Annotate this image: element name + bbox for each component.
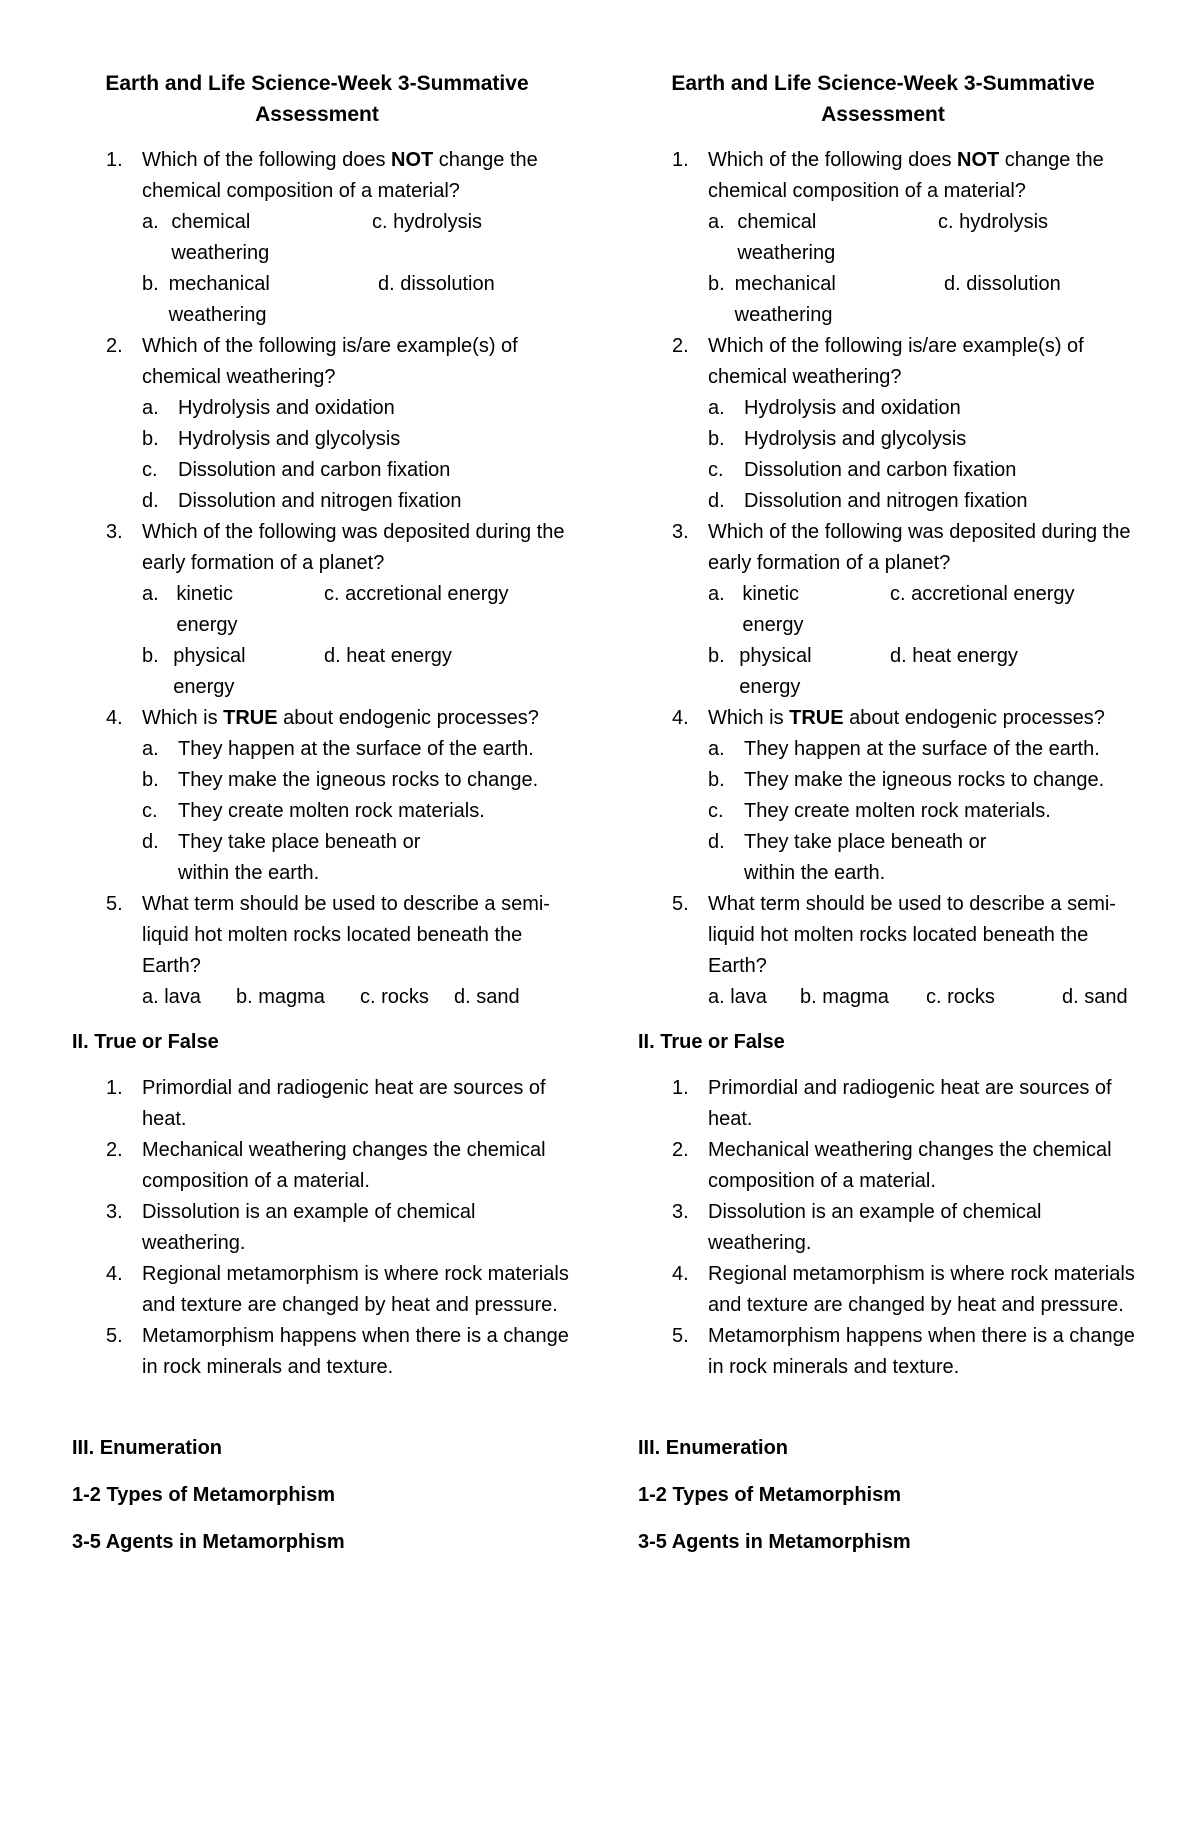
option-row: a. lava b. magma c. rocks d. sand bbox=[708, 986, 1128, 1008]
option-row: b. physical energy d. heat energy bbox=[142, 645, 452, 698]
section-heading-true-false: II. True or False bbox=[638, 1031, 785, 1053]
tf-item: 3. Dissolution is an example of chemical weathering. bbox=[672, 1201, 1042, 1254]
option: b. Hydrolysis and glycolysis bbox=[142, 428, 401, 450]
worksheet-copy-left bbox=[72, 68, 572, 1574]
option: a. Hydrolysis and oxidation bbox=[142, 397, 395, 419]
tf-item: 2. Mechanical weathering changes the chemical composition of a material. bbox=[672, 1139, 1112, 1192]
option-row: a. kinetic energy c. accretional energy bbox=[708, 583, 1075, 636]
option: c. Dissolution and carbon fixation bbox=[142, 459, 451, 481]
option-row: b. mechanical weathering d. dissolution bbox=[708, 273, 1061, 326]
enumeration-section bbox=[638, 1433, 1138, 1558]
question-1: 1. Which of the following does NOT change the chemical composition of a material? bbox=[106, 149, 538, 202]
tf-item: 2. Mechanical weathering changes the chemical composition of a material. bbox=[106, 1139, 546, 1192]
tf-item: 4. Regional metamorphism is where rock materials and texture are changed by heat and pressure. bbox=[672, 1263, 1135, 1316]
tf-item: 1. Primordial and radiogenic heat are sources of heat. bbox=[106, 1077, 546, 1130]
option: d. Dissolution and nitrogen fixation bbox=[708, 490, 1028, 512]
option: d. They take place beneath or within the earth. bbox=[142, 831, 421, 884]
tf-item: 5. Metamorphism happens when there is a change in rock minerals and texture. bbox=[106, 1325, 569, 1378]
enumeration-item: 1-2 Types of Metamorphism bbox=[638, 1484, 902, 1506]
section-heading-enumeration: III. Enumeration bbox=[638, 1437, 789, 1459]
option: c. They create molten rock materials. bbox=[708, 800, 1051, 822]
enumeration-item: 1-2 Types of Metamorphism bbox=[72, 1484, 336, 1506]
option: b. They make the igneous rocks to change. bbox=[142, 769, 539, 791]
tf-item: 3. Dissolution is an example of chemical weathering. bbox=[106, 1201, 476, 1254]
enumeration-item: 3-5 Agents in Metamorphism bbox=[638, 1531, 911, 1553]
question-3: 3. Which of the following was deposited during the early formation of a planet? bbox=[106, 521, 565, 574]
tf-item: 1. Primordial and radiogenic heat are sources of heat. bbox=[672, 1077, 1112, 1130]
page-title: Earth and Life Science-Week 3-Summative Assessment bbox=[105, 72, 529, 126]
option: d. They take place beneath or within the earth. bbox=[708, 831, 987, 884]
option-row: a. chemical weathering c. hydrolysis bbox=[708, 211, 1049, 264]
option-row: a. chemical weathering c. hydrolysis bbox=[142, 211, 483, 264]
option: a. They happen at the surface of the earth. bbox=[708, 738, 1100, 760]
option: a. They happen at the surface of the earth. bbox=[142, 738, 534, 760]
question-2: 2. Which of the following is/are example(s) of chemical weathering? bbox=[106, 335, 518, 388]
option: c. Dissolution and carbon fixation bbox=[708, 459, 1017, 481]
page-title: Earth and Life Science-Week 3-Summative Assessment bbox=[671, 72, 1095, 126]
question-2: 2. Which of the following is/are example(s) of chemical weathering? bbox=[672, 335, 1084, 388]
worksheet-copy-right bbox=[638, 68, 1138, 1574]
question-3: 3. Which of the following was deposited during the early formation of a planet? bbox=[672, 521, 1131, 574]
option-row: a. lava b. magma c. rocks d. sand bbox=[142, 986, 520, 1008]
enumeration-item: 3-5 Agents in Metamorphism bbox=[72, 1531, 345, 1553]
tf-item: 4. Regional metamorphism is where rock materials and texture are changed by heat and pressure. bbox=[106, 1263, 569, 1316]
question-1: 1. Which of the following does NOT change the chemical composition of a material? bbox=[672, 149, 1104, 202]
question-5: 5. What term should be used to describe a semi-liquid hot molten rocks located beneath the Earth? bbox=[672, 893, 1116, 977]
question-4: 4. Which is TRUE about endogenic processes? bbox=[672, 707, 1105, 729]
section-heading-enumeration: III. Enumeration bbox=[72, 1437, 223, 1459]
option-row: b. mechanical weathering d. dissolution bbox=[142, 273, 495, 326]
option: b. They make the igneous rocks to change. bbox=[708, 769, 1105, 791]
option: d. Dissolution and nitrogen fixation bbox=[142, 490, 462, 512]
section-heading-true-false: II. True or False bbox=[72, 1031, 219, 1053]
option-row: b. physical energy d. heat energy bbox=[708, 645, 1018, 698]
question-4: 4. Which is TRUE about endogenic processes? bbox=[106, 707, 539, 729]
option: a. Hydrolysis and oxidation bbox=[708, 397, 961, 419]
option-row: a. kinetic energy c. accretional energy bbox=[142, 583, 509, 636]
tf-item: 5. Metamorphism happens when there is a change in rock minerals and texture. bbox=[672, 1325, 1135, 1378]
option: b. Hydrolysis and glycolysis bbox=[708, 428, 967, 450]
question-5: 5. What term should be used to describe a semi-liquid hot molten rocks located beneath the Earth? bbox=[106, 893, 550, 977]
option: c. They create molten rock materials. bbox=[142, 800, 485, 822]
enumeration-section bbox=[72, 1433, 572, 1558]
